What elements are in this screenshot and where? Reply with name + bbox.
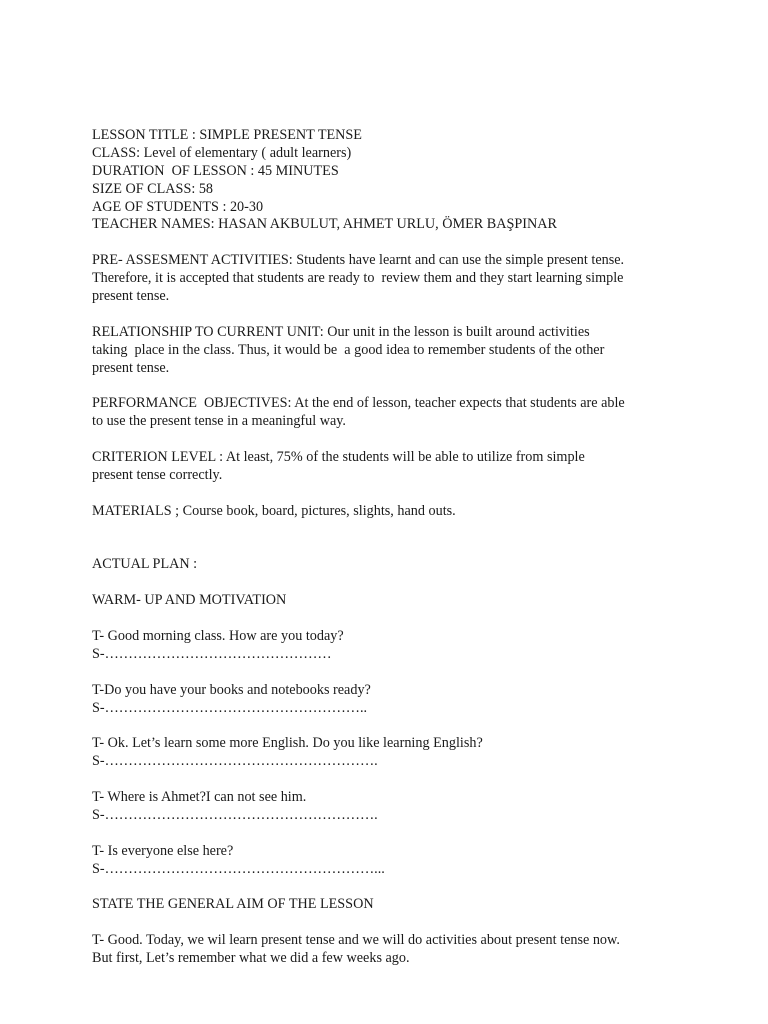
paragraph-line: CRITERION LEVEL : At least, 75% of the students will be able to utilize from simple [92,449,585,466]
relationship-paragraph [92,324,712,378]
dialogue-exchange [92,682,712,718]
performance-paragraph [92,395,712,431]
dialogue-exchange [92,735,712,771]
dialogue-exchange [92,789,712,825]
student-response-line: S-…………………………………………………. [92,753,378,770]
spacer [92,664,712,682]
paragraph-line: Therefore, it is accepted that students are ready to review them and they start learning simple [92,270,624,287]
paragraph-line: But first, Let’s remember what we did a few weeks ago. [92,949,410,966]
lesson-title: LESSON TITLE : SIMPLE PRESENT TENSE [92,127,362,143]
dialogue-exchange [92,628,712,664]
student-response-line: S-…………………………………………………... [92,860,385,877]
teacher-line: T- Where is Ahmet?I can not see him. [92,788,307,805]
pre-assessment-paragraph [92,252,712,306]
spacer [92,521,712,557]
spacer [92,431,712,449]
paragraph-line: present tense. [92,288,170,305]
spacer [92,485,712,503]
spacer [92,717,712,735]
teacher-line: T- Good morning class. How are you today? [92,627,344,644]
lesson-duration: DURATION OF LESSON : 45 MINUTES [92,162,339,179]
paragraph-line: taking place in the class. Thus, it would be a good idea to remember students of the other [92,341,605,358]
paragraph-line: PRE- ASSESMENT ACTIVITIES: Students have learnt and can use the simple present tense. [92,252,625,269]
materials-line: MATERIALS ; Course book, board, pictures, slights, hand outs. [92,502,456,519]
criterion-paragraph [92,449,712,485]
paragraph-line: T- Good. Today, we wil learn present tense and we will do activities about present tense now. [92,932,620,949]
student-age: AGE OF STUDENTS : 20-30 [92,198,264,215]
student-response-line: S-…………………………………………………. [92,806,378,823]
spacer [92,610,712,628]
class-size: SIZE OF CLASS: 58 [92,180,214,197]
teacher-line: T- Ok. Let’s learn some more English. Do you like learning English? [92,735,483,752]
warm-up-heading: WARM- UP AND MOTIVATION [92,592,287,609]
spacer [92,825,712,843]
teacher-names: TEACHER NAMES: HASAN AKBULUT, AHMET URLU, ÖMER BAŞPINAR [92,216,557,233]
lesson-header [92,127,712,234]
spacer [92,914,712,932]
general-aim-heading: STATE THE GENERAL AIM OF THE LESSON [92,896,374,913]
dialogue-exchange [92,843,712,879]
spacer [92,771,712,789]
general-aim-paragraph [92,932,712,968]
paragraph-line: present tense. [92,359,170,376]
actual-plan-heading: ACTUAL PLAN : [92,556,198,573]
teacher-line: T- Is everyone else here? [92,842,234,859]
lesson-plan-document [92,127,712,968]
spacer [92,377,712,395]
spacer [92,878,712,896]
spacer [92,306,712,324]
paragraph-line: present tense correctly. [92,466,223,483]
paragraph-line: RELATIONSHIP TO CURRENT UNIT: Our unit in the lesson is built around activities [92,323,590,340]
student-response-line: S-………………………………………… [92,645,332,662]
class-level: CLASS: Level of elementary ( adult learners) [92,144,352,161]
student-response-line: S-……………………………………………….. [92,699,368,716]
paragraph-line: to use the present tense in a meaningful way. [92,413,346,430]
spacer [92,574,712,592]
teacher-line: T-Do you have your books and notebooks ready? [92,681,371,698]
spacer [92,234,712,252]
paragraph-line: PERFORMANCE OBJECTIVES: At the end of lesson, teacher expects that students are able [92,395,625,412]
